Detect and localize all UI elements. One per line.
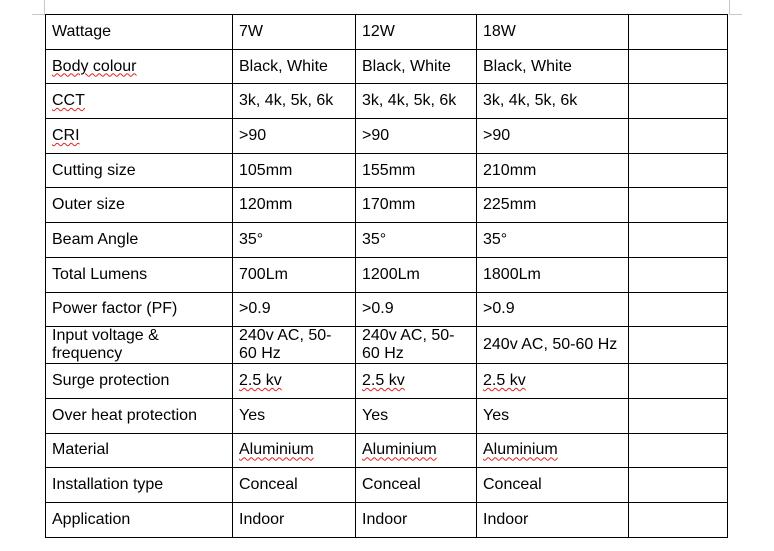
- table-cell[interactable]: >90: [233, 119, 356, 154]
- table-row: [46, 223, 728, 258]
- table-cell[interactable]: 1800Lm: [477, 257, 629, 292]
- table-cell[interactable]: [629, 292, 728, 327]
- table-cell[interactable]: [629, 84, 728, 119]
- table-cell[interactable]: >0.9: [233, 292, 356, 327]
- table-cell[interactable]: 170mm: [356, 188, 477, 223]
- spell-checked-text: CCT: [52, 92, 85, 110]
- table-cell[interactable]: Indoor: [233, 502, 356, 537]
- table-cell[interactable]: [629, 364, 728, 399]
- table-cell[interactable]: 3k, 4k, 5k, 6k: [233, 84, 356, 119]
- table-cell[interactable]: 210mm: [477, 153, 629, 188]
- table-cell[interactable]: >0.9: [356, 292, 477, 327]
- table-cell[interactable]: Black, White: [477, 49, 629, 84]
- table-cell[interactable]: 12W: [356, 15, 477, 50]
- row-label[interactable]: [46, 119, 233, 154]
- table-row: [46, 398, 728, 433]
- row-label[interactable]: Surge protection: [46, 364, 233, 399]
- table-cell[interactable]: Indoor: [477, 502, 629, 537]
- row-label[interactable]: Power factor (PF): [46, 292, 233, 327]
- spell-checked-text: CRI: [52, 126, 80, 144]
- row-label[interactable]: Wattage: [46, 15, 233, 50]
- table-cell[interactable]: Yes: [477, 398, 629, 433]
- spell-checked-text: 2.5 kv: [483, 372, 526, 390]
- table-cell[interactable]: [629, 15, 728, 50]
- table-cell[interactable]: [477, 433, 629, 468]
- row-label[interactable]: Input voltage & frequency: [46, 327, 233, 364]
- table-row: [46, 84, 728, 119]
- page-margin-corner-right: [729, 0, 742, 15]
- table-cell[interactable]: >90: [356, 119, 477, 154]
- table-cell[interactable]: Black, White: [233, 49, 356, 84]
- table-cell[interactable]: 105mm: [233, 153, 356, 188]
- row-label[interactable]: Total Lumens: [46, 257, 233, 292]
- table-cell[interactable]: 225mm: [477, 188, 629, 223]
- spell-checked-text: 2.5 kv: [239, 372, 282, 390]
- table-row: [46, 49, 728, 84]
- table-cell[interactable]: [629, 468, 728, 503]
- table-row: [46, 15, 728, 50]
- table-row: [46, 433, 728, 468]
- table-cell[interactable]: 3k, 4k, 5k, 6k: [477, 84, 629, 119]
- table-cell[interactable]: Conceal: [477, 468, 629, 503]
- table-cell[interactable]: 1200Lm: [356, 257, 477, 292]
- table-cell[interactable]: Conceal: [233, 468, 356, 503]
- table-cell[interactable]: [629, 223, 728, 258]
- table-row: [46, 468, 728, 503]
- table-cell[interactable]: 240v AC, 50-60 Hz: [356, 327, 477, 364]
- table-cell[interactable]: 35°: [233, 223, 356, 258]
- spell-checked-text: 2.5 kv: [362, 372, 405, 390]
- table-cell[interactable]: 18W: [477, 15, 629, 50]
- table-cell[interactable]: [629, 188, 728, 223]
- spell-checked-text: Body colour: [52, 57, 137, 75]
- table-cell[interactable]: [629, 433, 728, 468]
- table-cell[interactable]: [629, 49, 728, 84]
- table-cell[interactable]: 240v AC, 50-60 Hz: [233, 327, 356, 364]
- row-label[interactable]: Installation type: [46, 468, 233, 503]
- table-cell[interactable]: 7W: [233, 15, 356, 50]
- table-cell[interactable]: [356, 364, 477, 399]
- table-cell[interactable]: 120mm: [233, 188, 356, 223]
- row-label[interactable]: Outer size: [46, 188, 233, 223]
- row-label[interactable]: Material: [46, 433, 233, 468]
- specification-table: [45, 14, 728, 538]
- row-label[interactable]: Application: [46, 502, 233, 537]
- table-cell[interactable]: [629, 502, 728, 537]
- table-cell[interactable]: [629, 257, 728, 292]
- table-cell[interactable]: [629, 327, 728, 364]
- table-cell[interactable]: >0.9: [477, 292, 629, 327]
- table-cell[interactable]: [629, 153, 728, 188]
- table-cell[interactable]: >90: [477, 119, 629, 154]
- table-row: [46, 502, 728, 537]
- table-cell[interactable]: Conceal: [356, 468, 477, 503]
- table-cell[interactable]: 35°: [477, 223, 629, 258]
- table-cell[interactable]: 240v AC, 50-60 Hz: [477, 327, 629, 364]
- table-cell[interactable]: Yes: [233, 398, 356, 433]
- table-row: [46, 119, 728, 154]
- table-row: [46, 257, 728, 292]
- table-cell[interactable]: 700Lm: [233, 257, 356, 292]
- row-label[interactable]: Cutting size: [46, 153, 233, 188]
- table-cell[interactable]: 35°: [356, 223, 477, 258]
- table-row: [46, 364, 728, 399]
- spell-checked-text: Aluminium: [239, 441, 314, 459]
- spell-checked-text: Aluminium: [362, 441, 437, 459]
- table-cell[interactable]: 3k, 4k, 5k, 6k: [356, 84, 477, 119]
- table-cell[interactable]: [629, 119, 728, 154]
- table-cell[interactable]: [477, 364, 629, 399]
- row-label[interactable]: Beam Angle: [46, 223, 233, 258]
- table-cell[interactable]: Yes: [356, 398, 477, 433]
- table-row: [46, 292, 728, 327]
- table-row: [46, 327, 728, 364]
- row-label[interactable]: [46, 49, 233, 84]
- table-cell[interactable]: Indoor: [356, 502, 477, 537]
- row-label[interactable]: Over heat protection: [46, 398, 233, 433]
- table-row: [46, 188, 728, 223]
- table-cell[interactable]: 155mm: [356, 153, 477, 188]
- row-label[interactable]: [46, 84, 233, 119]
- table-cell[interactable]: Black, White: [356, 49, 477, 84]
- spell-checked-text: Aluminium: [483, 441, 558, 459]
- table-cell[interactable]: [233, 433, 356, 468]
- table-row: [46, 153, 728, 188]
- table-cell[interactable]: [356, 433, 477, 468]
- table-cell[interactable]: [629, 398, 728, 433]
- page-margin-corner-left: [32, 0, 45, 15]
- table-cell[interactable]: [233, 364, 356, 399]
